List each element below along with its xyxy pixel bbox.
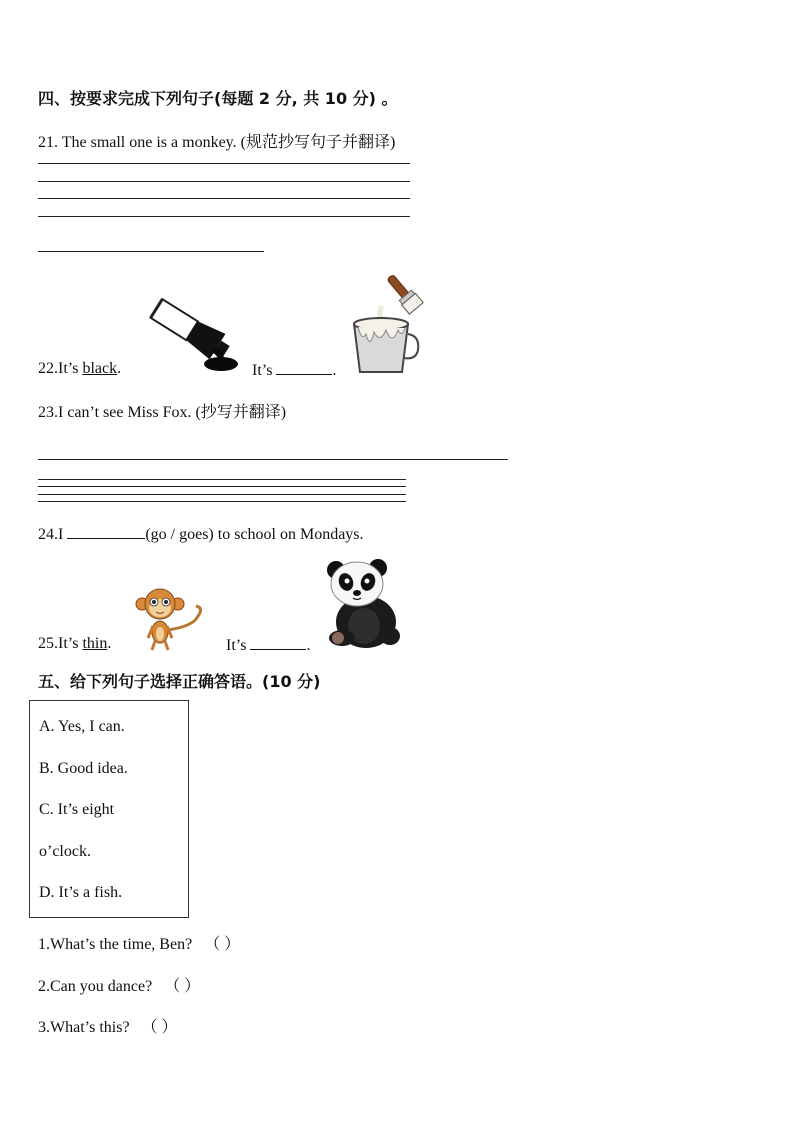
section-5-title: 五、给下列句子选择正确答语。(10 分) — [38, 672, 321, 691]
question-1 — [38, 931, 240, 954]
paint-tube-icon — [144, 300, 244, 375]
question-22-prefix: 22.It’s — [38, 360, 83, 377]
writing-line[interactable] — [38, 479, 406, 480]
writing-line[interactable] — [38, 216, 410, 217]
writing-line[interactable] — [38, 486, 406, 487]
question-2-text: 2.Can you dance? — [38, 978, 153, 995]
question-25 — [38, 635, 111, 653]
question-25-prefix: 25.It’s — [38, 635, 83, 652]
writing-line[interactable] — [38, 494, 406, 495]
translation-line[interactable] — [38, 251, 264, 252]
question-2 — [38, 973, 200, 996]
writing-line[interactable] — [38, 459, 508, 460]
question-22 — [38, 360, 121, 378]
answer-bracket[interactable]: （ ） — [204, 936, 241, 953]
panda-icon — [322, 556, 404, 650]
writing-line[interactable] — [38, 501, 406, 502]
answer-suffix: . — [332, 362, 337, 379]
question-22-word: black — [82, 360, 118, 377]
option-b: B. Good idea. — [39, 760, 128, 777]
answer-suffix: . — [306, 637, 311, 654]
question-24 — [38, 524, 364, 544]
answer-blank[interactable] — [67, 524, 145, 539]
answer-blank[interactable] — [250, 635, 306, 650]
writing-line[interactable] — [38, 198, 410, 199]
answer-prefix: It’s — [226, 637, 251, 654]
option-c: C. It’s eight — [39, 801, 115, 818]
question-24-suffix: (go / goes) to school on Mondays. — [145, 526, 364, 543]
answer-options-box — [29, 700, 189, 918]
question-25-suffix: . — [107, 635, 112, 652]
question-21-text: . The small one is a monkey. (规范抄写句子并翻译) — [54, 134, 396, 151]
question-3 — [38, 1014, 178, 1037]
question-24-prefix: 24.I — [38, 526, 68, 543]
answer-bracket[interactable]: （ ） — [164, 978, 201, 995]
question-1-text: 1.What’s the time, Ben? — [38, 936, 193, 953]
question-25-word: thin — [82, 635, 108, 652]
monkey-icon — [128, 586, 206, 652]
question-22-suffix: . — [117, 360, 122, 377]
question-22-answer — [252, 360, 336, 380]
writing-line[interactable] — [38, 181, 410, 182]
answer-prefix: It’s — [252, 362, 277, 379]
question-3-text: 3.What’s this? — [38, 1019, 130, 1036]
section-4-title: 四、按要求完成下列句子(每题 2 分, 共 10 分) 。 — [38, 89, 398, 108]
writing-line[interactable] — [38, 163, 410, 164]
answer-blank[interactable] — [276, 360, 332, 375]
answer-bracket[interactable]: （ ） — [141, 1019, 178, 1036]
paint-bucket-icon — [348, 272, 428, 376]
option-c-continued: o’clock. — [39, 843, 91, 860]
question-25-answer — [226, 635, 310, 655]
option-a: A. Yes, I can. — [39, 718, 125, 735]
question-23: 23.I can’t see Miss Fox. (抄写并翻译) — [38, 404, 287, 421]
question-21 — [38, 129, 395, 152]
question-21-number: 21 — [38, 134, 54, 151]
option-d: D. It’s a fish. — [39, 884, 123, 901]
